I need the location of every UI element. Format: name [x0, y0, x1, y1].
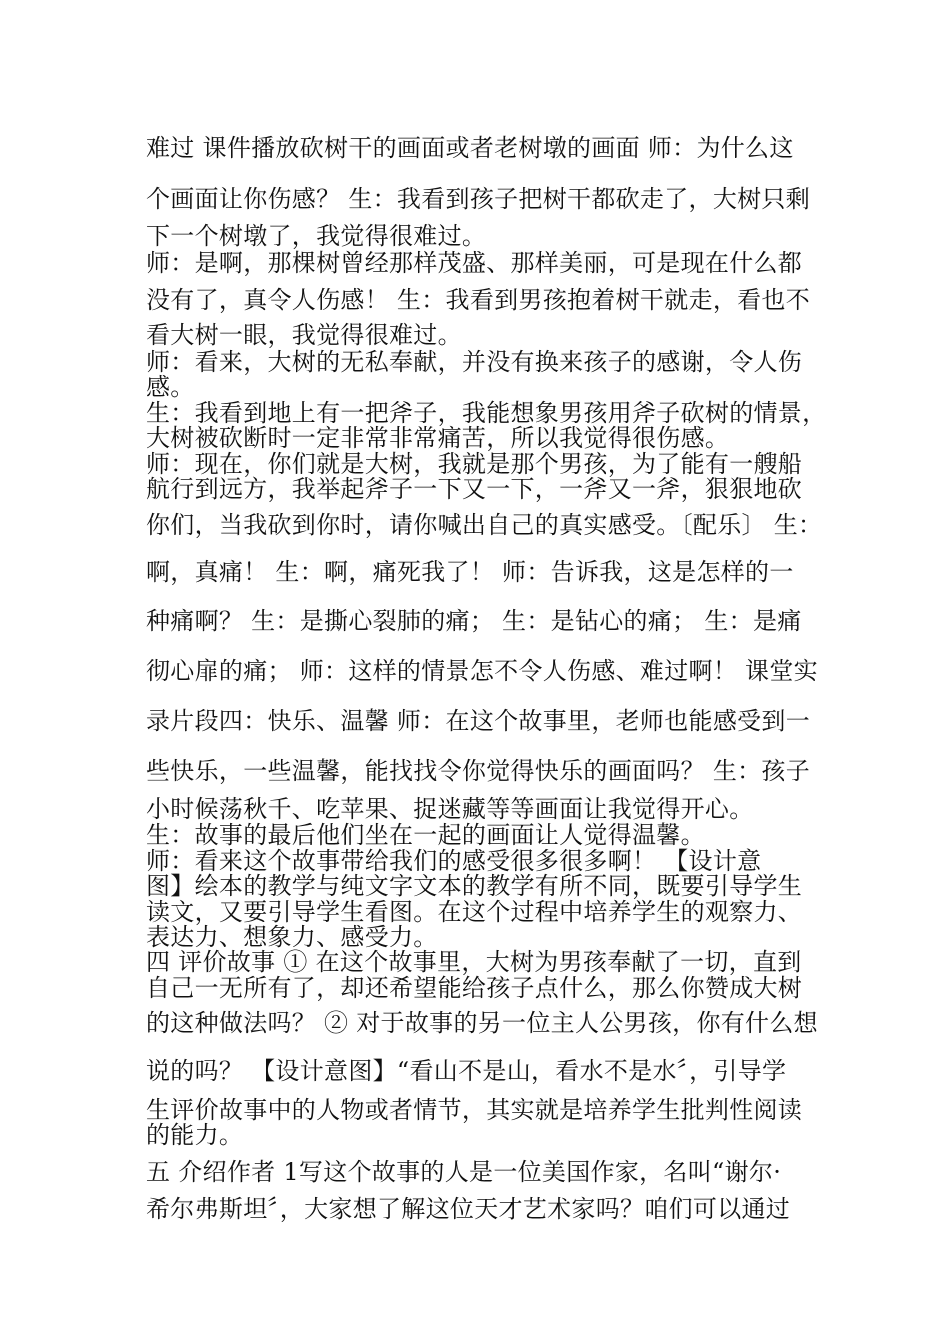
text-line: 师：是啊，那棵树曾经那样茂盛、那样美丽，可是现在什么都	[146, 249, 803, 277]
text-line: 你们，当我砍到你时，请你喊出自己的真实感受。〔配乐〕 生：	[146, 511, 823, 539]
text-line: 感。	[146, 373, 195, 401]
text-line: 种痛啊？ 生：是撕心裂肺的痛； 生：是钻心的痛； 生：是痛	[146, 607, 802, 635]
text-line: 些快乐，一些温馨，能找找令你觉得快乐的画面吗？ 生：孩子	[146, 757, 811, 785]
text-line: 没有了，真令人伤感！ 生：我看到男孩抱着树干就走，看也不	[146, 286, 811, 314]
text-line: 师：看来这个故事带给我们的感受很多很多啊！ 【设计意	[146, 847, 762, 875]
text-line: 五 介绍作者 1写这个故事的人是一位美国作家，名叫“谢尔·	[146, 1158, 782, 1186]
text-line: 啊，真痛！ 生：啊，痛死我了！ 师：告诉我，这是怎样的一	[146, 558, 794, 586]
text-line: 彻心扉的痛； 师：这样的情景怎不令人伤感、难过啊！ 课堂实	[146, 657, 818, 685]
text-line: 的能力。	[146, 1121, 244, 1149]
text-line: 难过 课件播放砍树干的画面或者老树墩的画面 师：为什么这	[146, 134, 794, 162]
text-line: 希尔弗斯坦〞，大家想了解这位天才艺术家吗？咱们可以通过	[146, 1195, 791, 1223]
text-line: 下一个树墩了，我觉得很难过。	[146, 222, 487, 250]
text-line: 生评价故事中的人物或者情节，其实就是培养学生批判性阅读	[146, 1096, 803, 1124]
text-line: 个画面让你伤感？ 生：我看到孩子把树干都砍走了，大树只剩	[146, 185, 811, 213]
text-line: 小时候荡秋千、吃苹果、捉迷藏等等画面让我觉得开心。	[146, 795, 754, 823]
text-line: 师：现在，你们就是大树，我就是那个男孩，为了能有一艘船	[146, 450, 803, 478]
text-line: 自己一无所有了，却还希望能给孩子点什么，那么你赞成大树	[146, 974, 803, 1002]
text-line: 说的吗？ 【设计意图】“看山不是山，看水不是水〞，引导学	[146, 1057, 787, 1085]
text-line: 图】绘本的教学与纯文字文本的教学有所不同，既要引导学生	[146, 872, 803, 900]
text-line: 大树被砍断时一定非常非常痛苦，所以我觉得很伤感。	[146, 424, 730, 452]
text-line: 看大树一眼，我觉得很难过。	[146, 321, 462, 349]
text-line: 四 评价故事 ① 在这个故事里，大树为男孩奉献了一切，直到	[146, 948, 802, 976]
text-line: 师：看来，大树的无私奉献，并没有换来孩子的感谢，令人伤	[146, 348, 803, 376]
text-line: 录片段四：快乐、温馨 师：在这个故事里，老师也能感受到一	[146, 707, 811, 735]
text-line: 表达力、想象力、感受力。	[146, 923, 438, 951]
text-line: 生：故事的最后他们坐在一起的画面让人觉得温馨。	[146, 821, 705, 849]
text-line: 航行到远方，我举起斧子一下又一下，一斧又一斧，狠狠地砍	[146, 475, 803, 503]
text-line: 生：我看到地上有一把斧子，我能想象男孩用斧子砍树的情景，	[146, 399, 827, 427]
text-line: 读文，又要引导学生看图。在这个过程中培养学生的观察力、	[146, 898, 803, 926]
text-line: 的这种做法吗？ ② 对于故事的另一位主人公男孩，你有什么想	[146, 1009, 818, 1037]
